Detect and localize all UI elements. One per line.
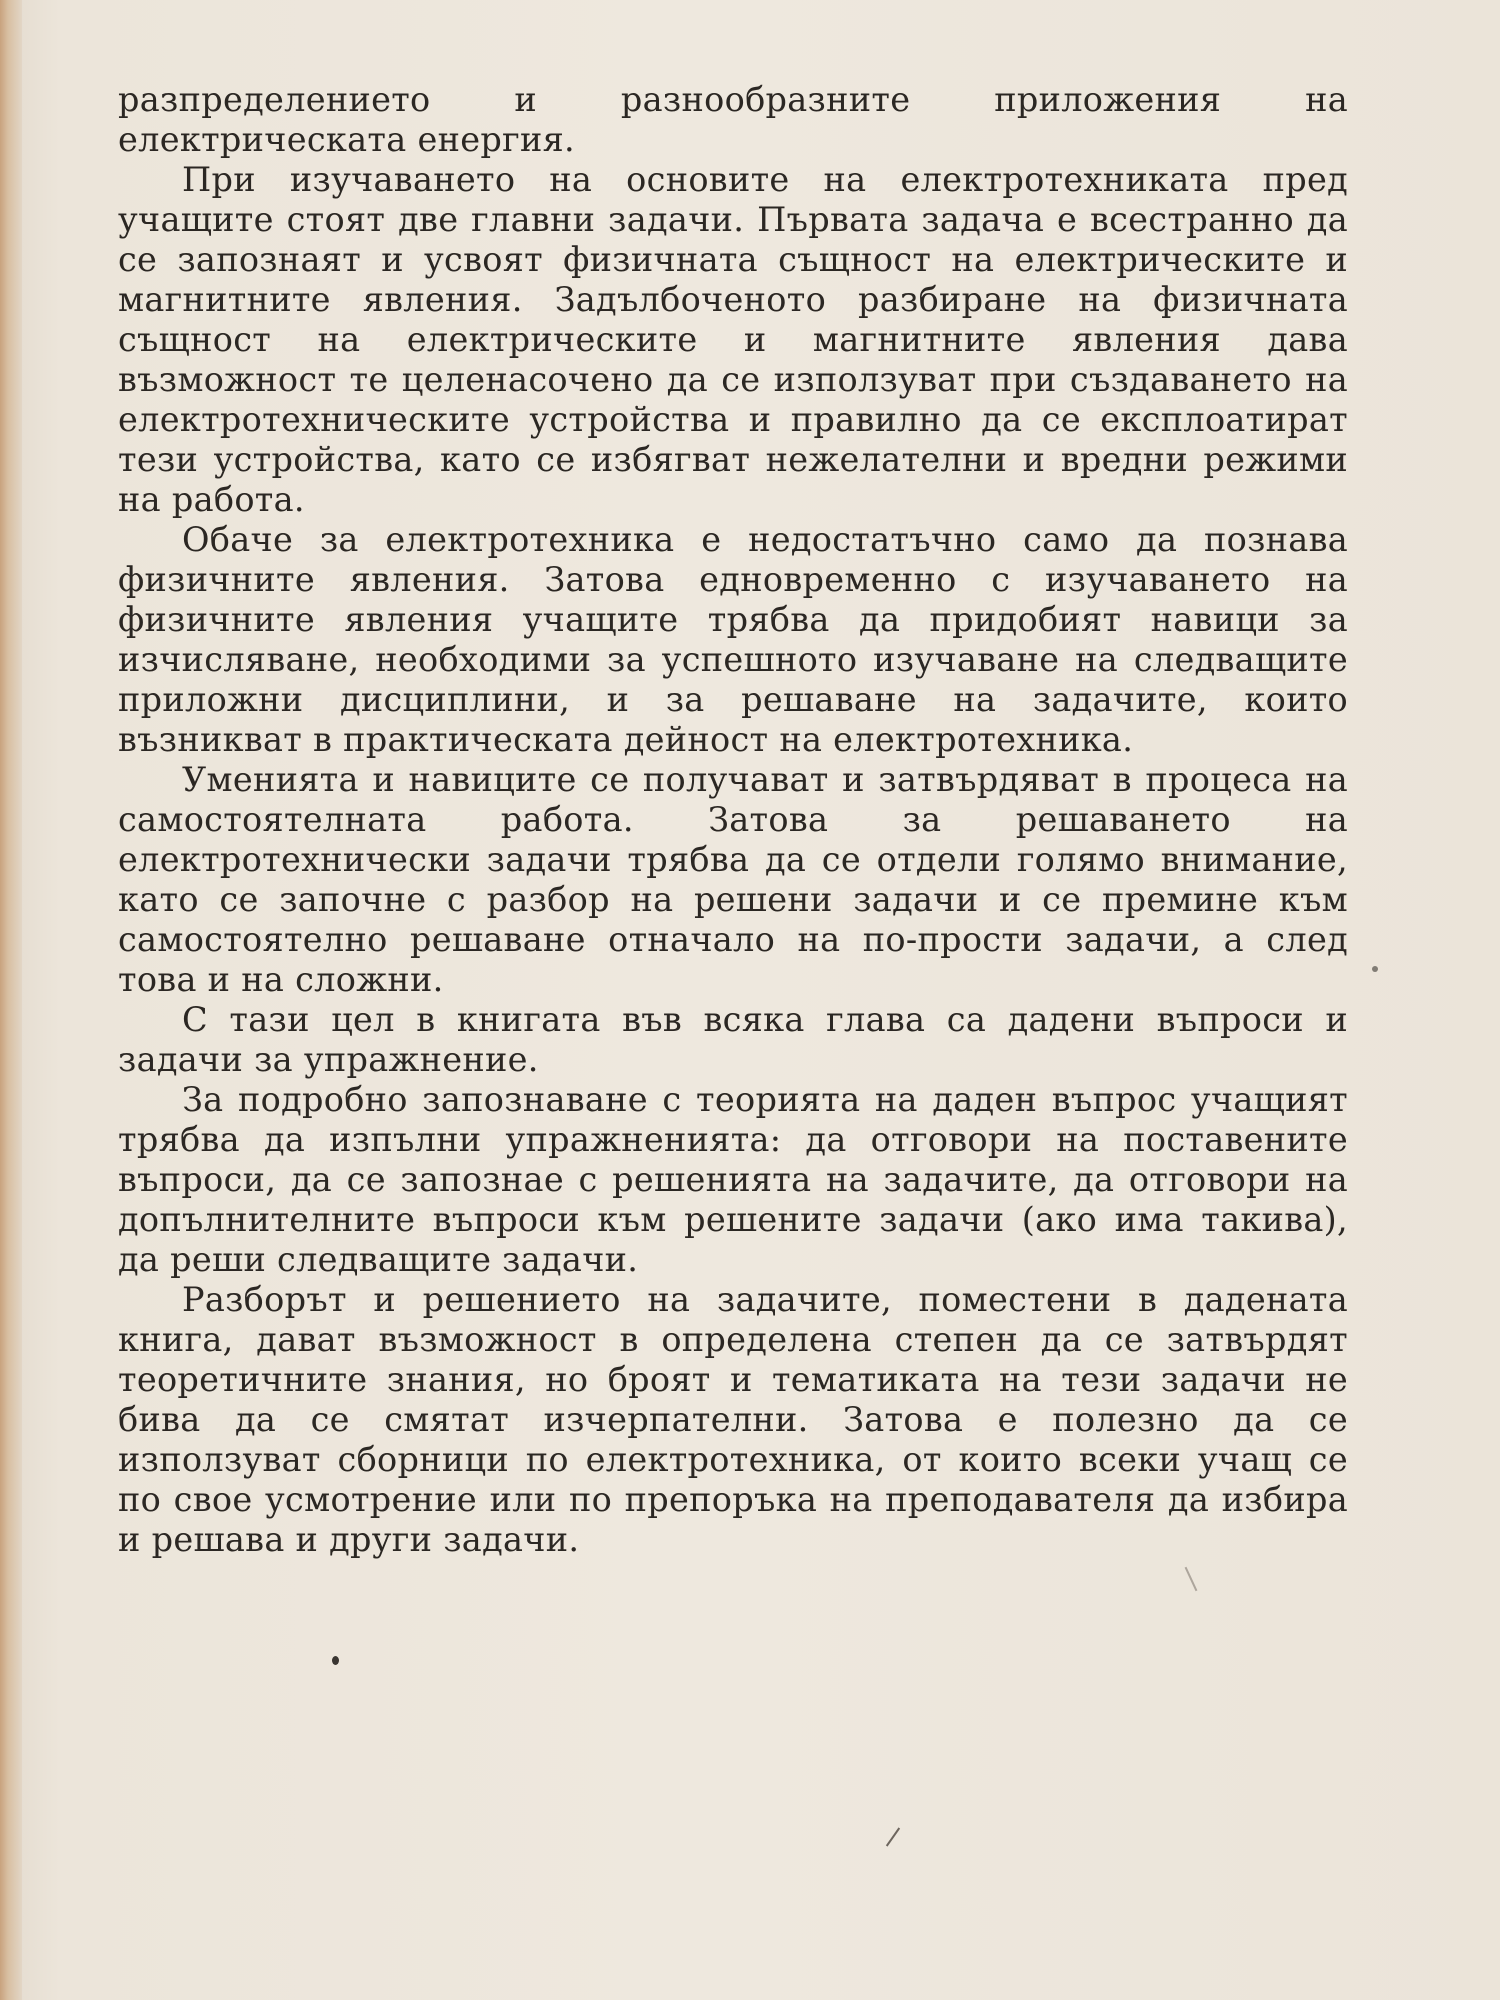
paper-speck bbox=[1372, 966, 1378, 972]
page-binding-edge bbox=[0, 0, 22, 2000]
paper-scratch bbox=[886, 1827, 900, 1846]
paragraph-independent-work: Уменията и навиците се получават и затвърдяват в процеса на самостоятелната работа. Затова за решаването на електротехнически задачи трябва да се отдели голямо внимание, като се започне с разбор на решени задачи и се премине към самостоятелно решаване отначало на по-прости задачи, а след това и на сложни. bbox=[118, 760, 1348, 999]
paper-scratch bbox=[1185, 1567, 1198, 1591]
page-text bbox=[118, 80, 1348, 1560]
paragraph-book-purpose: С тази цел в книгата във всяка глава са дадени въпроси и задачи за упражнение. bbox=[118, 1000, 1348, 1079]
paragraph-additional-collections: Разборът и решението на задачите, поместени в дадената книга, дават възможност в определена степен да се затвърдят теоретичните знания, но броят и тематиката на тези задачи не бива да се смятат изчерпателни. Затова е полезно да се използуват сборници по електротехника, от които всеки учащ се по свое усмотрение или по препоръка на преподавателя да избира и решава и други задачи. bbox=[118, 1280, 1348, 1559]
paragraph-continuation: разпределението и разнообразните приложения на електрическата енергия. bbox=[118, 80, 1348, 159]
paragraph-study-tasks: При изучаването на основите на електротехниката пред учащите стоят две главни задачи. Първата задача е всестранно да се запознаят и усвоят физичната същност на електрическите и магнитните явления. Задълбоченото разбиране на физичната същност на електрическите и магнитните явления дава възможност те целенасочено да се използуват при създаването на електротехническите устройства и правилно да се експлоатират тези устройства, като се избягват нежелателни и вредни режими на работа. bbox=[118, 160, 1348, 519]
paragraph-exercises: За подробно запознаване с теорията на даден въпрос учащият трябва да изпълни упражненията: да отговори на поставените въпроси, да се запознае с решенията на задачите, да отговори на допълнителните въпроси към решените задачи (ако има такива), да реши следващите задачи. bbox=[118, 1080, 1348, 1279]
paper-speck bbox=[332, 1656, 339, 1665]
paragraph-calculation-skills: Обаче за електротехника е недостатъчно само да познава физичните явления. Затова едновременно с изучаването на физичните явления учащите трябва да придобият навици за изчисляване, необходими за успешното изучаване на следващите приложни дисциплини, и за решаване на задачите, които възникват в практическата дейност на електротехника. bbox=[118, 520, 1348, 759]
